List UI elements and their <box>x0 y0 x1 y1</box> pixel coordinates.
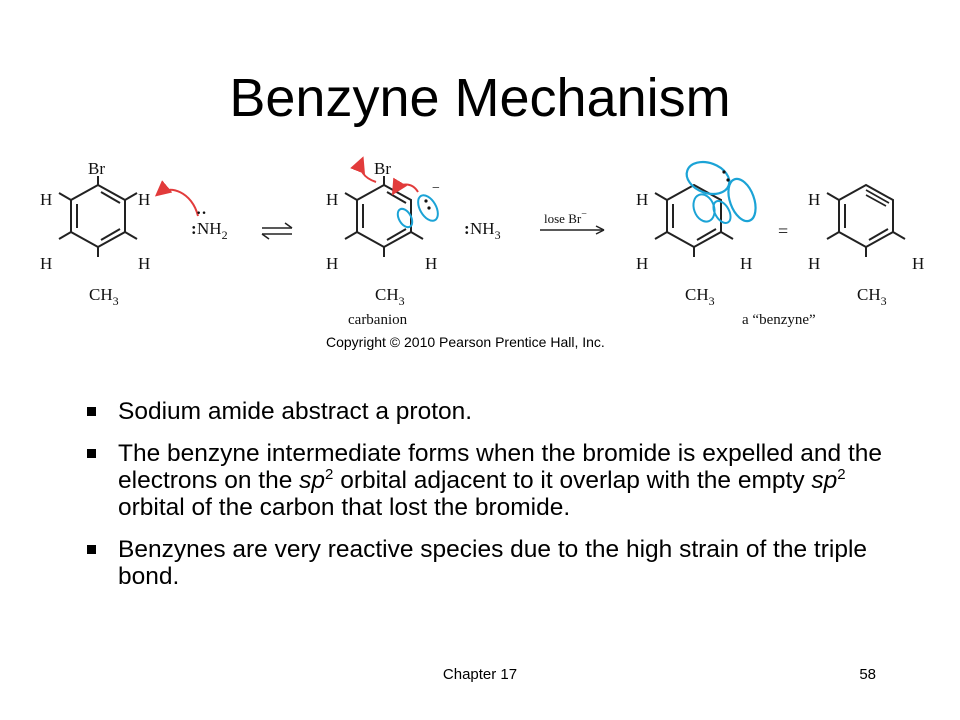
hydrogen-label: H <box>326 190 339 209</box>
bullet-text: orbital adjacent to it overlap with the empty <box>333 467 812 494</box>
hydrogen-label: H <box>425 254 438 273</box>
hydrogen-label: H <box>808 254 821 273</box>
bromotoluene-molecule <box>40 159 150 308</box>
lone-pair-dots: : <box>464 219 470 238</box>
bullet-item <box>84 398 884 425</box>
lose-bromide-arrow <box>540 209 604 234</box>
hydrogen-label: H <box>326 254 339 273</box>
benzyne-caption: a “benzyne” <box>742 312 816 328</box>
bromine-label: Br <box>88 159 105 178</box>
bullet-item <box>84 440 884 521</box>
ammonia-label: $NH_3$ <box>470 219 501 242</box>
proton-abstraction-arrow <box>158 190 198 216</box>
equilibrium-arrow <box>262 223 292 239</box>
orbital-lobe <box>395 206 415 229</box>
bullet-list <box>84 398 884 605</box>
ammonia <box>464 219 501 242</box>
benzyne-reaction-scheme <box>0 150 960 332</box>
arrow-condition-label: lose Br− <box>544 209 587 226</box>
lone-pair-dots: : <box>191 219 197 238</box>
bullet-text: 2 <box>325 465 334 483</box>
bullet-text: Benzynes are very reactive species due to the high strain of the triple bond. <box>118 536 868 590</box>
electron-flow-arrow <box>394 185 418 193</box>
equals-sign: = <box>778 221 789 241</box>
carbanion-molecule <box>326 159 442 328</box>
slide-title: Benzyne Mechanism <box>229 68 731 128</box>
carbanion-caption: carbanion <box>348 312 408 328</box>
bromine-label: Br <box>374 159 391 178</box>
benzyne-orbital-molecule <box>636 156 761 308</box>
hydrogen-label: H <box>40 254 53 273</box>
orbital-lobe <box>682 156 734 199</box>
page-number: 58 <box>859 666 876 683</box>
hydrogen-label: H <box>808 190 821 209</box>
bullet-marker <box>87 545 96 554</box>
bullet-item <box>84 536 884 590</box>
hydrogen-label: H <box>636 254 649 273</box>
hydrogen-label: H <box>138 190 151 209</box>
methyl-label: $CH_3$ <box>89 285 119 308</box>
hydrogen-label: H <box>912 254 925 273</box>
copyright-notice: Copyright © 2010 Pearson Prentice Hall, Inc. <box>326 334 605 350</box>
bullet-text: 2 <box>837 465 846 483</box>
hydrogen-label: H <box>40 190 53 209</box>
bullet-text: sp <box>811 467 838 494</box>
hydrogen-label: H <box>138 254 151 273</box>
bullet-text: orbital of the carbon that lost the bromide. <box>118 494 571 521</box>
hydrogen-label: H <box>636 190 649 209</box>
bullet-marker <box>87 449 96 458</box>
methyl-label: $CH_3$ <box>375 285 405 308</box>
benzyne-molecule <box>808 185 924 308</box>
amide-anion <box>191 205 228 242</box>
amide-label: $NH_2$ <box>197 219 228 242</box>
methyl-label: $CH_3$ <box>857 285 887 308</box>
bullet-text: The benzyne intermediate forms when the bromide is expelled and the electrons on the <box>118 440 883 494</box>
charge-label: − <box>432 181 440 196</box>
bullet-text: Sodium amide abstract a proton. <box>118 398 473 425</box>
bullet-marker <box>87 407 96 416</box>
hydrogen-label: H <box>740 254 753 273</box>
methyl-label: $CH_3$ <box>685 285 715 308</box>
bullet-text: sp <box>299 467 326 494</box>
chapter-footer: Chapter 17 <box>442 666 518 683</box>
lone-pair-dots: ·· <box>196 205 207 222</box>
